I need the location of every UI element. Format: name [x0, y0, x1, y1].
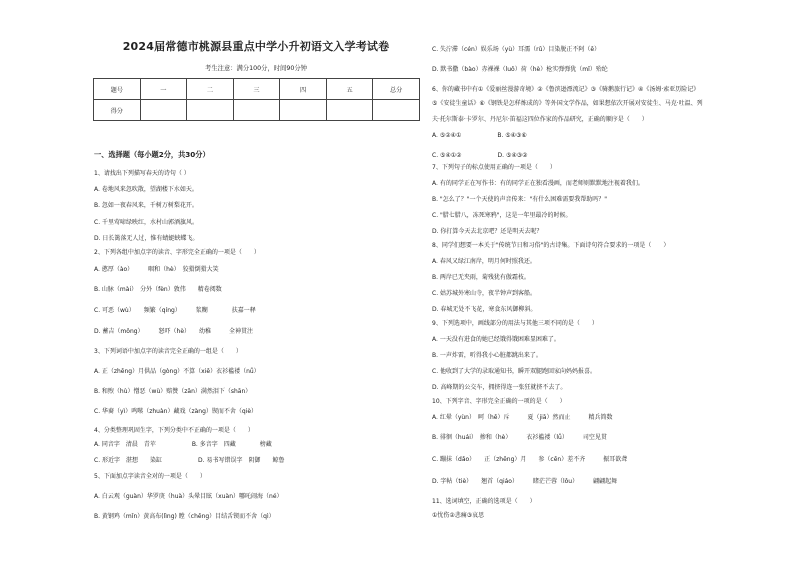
question-line: 5、下面加点字读音全对的一项是（ ） — [94, 473, 206, 480]
question-line: A. ⑤②④① B. ⑤④③⑥ — [432, 132, 527, 139]
question-line: D. 蓄吉（mǒng） 怒吓（hè） 幼稚 全神贯注 — [94, 328, 254, 335]
question-line: C. 千里莺啼绿映红，水村山郭酒旗风。 — [94, 219, 199, 226]
question-line: B. 山脉（mài） 分外（fèn）敦伟 精卷阅数 — [94, 286, 222, 293]
question-line: A. 卷地风来忽吹散，望湖楼下水如天。 — [94, 186, 198, 193]
question-line: B. 徘徊（huái） 掺和（hè） 衣衫褴褛（lǚ） 司空见贯 — [432, 434, 607, 441]
score-row-label: 得分 — [94, 100, 141, 121]
question-line: D. 默书撒（bào）赤裸裸（luǒ）荷（hè）枪实弹弹犹（mǐ）殆纶 — [432, 66, 608, 73]
question-line: ①忧伤②悲痛③哀思 — [432, 512, 485, 519]
question-line: A. 白云观（guàn）华罗庚（huà）头晕目眩（xuàn）哪吒闹海（né） — [94, 493, 283, 500]
question-line: C. "腊七腊八，冻死寒鸦"，这是一年里最冷的时候。 — [432, 212, 572, 219]
question-line: C. 姑苏城外寒山寺，夜半钟声到客船。 — [432, 290, 537, 297]
question-line: A. 春风又绿江南岸，明月何时照我还。 — [432, 258, 536, 265]
exam-notice: 考生注意：满分100分，时间90分钟 — [205, 65, 307, 72]
score-header-cell: 题号 — [94, 79, 141, 100]
question-line: A. 有的同学正在写作书：有的同学正在独看漫画，而老师则默默地注视着我们。 — [432, 180, 644, 187]
score-header-cell: 五 — [326, 79, 373, 100]
question-line: D. 你打算今天去北京吧？还是明天去呢？ — [432, 228, 543, 235]
score-header-cell: 总分 — [373, 79, 420, 100]
question-line: D. 字帖（tiè） 翘首（qiáo） 睹茫芒蓉（lǒu） 翩翩起舞 — [432, 478, 618, 485]
question-line: 7、下列句子的标点使用正确的一项是（ ） — [432, 164, 556, 171]
question-line: 1、请找出下列描写春天的诗句（ ） — [94, 170, 190, 177]
score-header-cell: 四 — [280, 79, 327, 100]
score-cell — [233, 100, 280, 121]
question-line: 8、同学们想要一本关于"传统节日和习俗"的古诗集。下面诗句符合要求的一项是（ ） — [432, 242, 670, 249]
question-line: A. 憨厚（ào） 咽和（hè） 狡猾倒猾大笑 — [94, 266, 219, 273]
question-line: B. 两岸已无夹雨，菊残犹有傲霜枝。 — [432, 274, 530, 281]
question-line: C. 可恶（wù） 频繁（qíng） 浆糊 扶嘉一释 — [94, 307, 256, 314]
question-line: 3、下列词语中加点字的读音完全正确的一组是（ ） — [94, 348, 242, 355]
question-line: 夫·托尔斯泰·卡罗尔、丹尼尔·笛福这四位作家的作品研究，正确的顺序是（ ） — [432, 116, 648, 123]
question-line: A. 一天没有进食的她已经饿得饿困难显困难了。 — [432, 336, 560, 343]
exam-title: 2024届常德市桃源县重点中学小升初语文入学考试卷 — [122, 40, 390, 53]
question-line: 4、分类整理巩固生字，下列分类中不正确的一项是（ ） — [94, 427, 254, 434]
question-line: A. 正（zhēng）月供品（gòng）不算（xiē）衣衫褴褛（nǚ） — [94, 368, 260, 375]
question-line: 9、下列选项中，画线部分的用法与其他三项不同的是（ ） — [432, 320, 598, 327]
question-line: C. 华裔（yì）鸣啭（zhuàn）藏戏（zàng）锲而不舍（qiè） — [94, 408, 258, 415]
question-line: A. 红晕（yùn） 呵（hē）斥 夏（jiā）然而止 精兵简数 — [432, 414, 613, 421]
question-line: B. 一声炸雷，听得我小心脏都跳出来了。 — [432, 352, 542, 359]
score-header-cell: 一 — [140, 79, 187, 100]
score-cell — [187, 100, 234, 121]
question-line: C. ⑤④①② D. ⑤④③② — [432, 152, 528, 159]
question-line: 11、选词填空，正确的选项是（ ） — [432, 498, 536, 505]
question-line: B. 和煦（hù）憎恶（wù）赔赞（zān）满然泪下（shān） — [94, 388, 252, 395]
question-line: C. 蹦抹（dǎo） 正（zhēng）月 参（cēn）差不齐 振耳欲聋 — [432, 456, 628, 463]
question-line: D. 高峰期的公交车，拥挤得连一张狂就挤不去了。 — [432, 384, 567, 391]
question-line: 6、你的藏书中有①《爱丽丝漫游奇境》②《鲁滨逊漂流记》③《骑鹅旅行记》④《汤姆·索亚历险记》 — [432, 86, 700, 93]
question-line: D. 春城无处不飞花，寒食东风御柳斜。 — [432, 306, 537, 313]
score-table-score-row — [94, 100, 420, 121]
score-cell — [140, 100, 187, 121]
question-line: C. 形近字 湛想 染缸 D. 易书写错误字 阴御 鲸鲁 — [94, 457, 285, 464]
question-line: B. "怎么了？"一个天使的声音传来："有什么困难需要我帮助吗？" — [432, 196, 607, 203]
question-line: D. 日长篱落无人过，惟有蜻蜓蛱蝶飞。 — [94, 235, 199, 242]
score-table — [93, 78, 420, 121]
question-line: A. 同音字 清晨 青苹 B. 多音字 四藏 榜藏 — [94, 441, 272, 448]
question-line: ⑤《安徒生童话》⑥《钢铁是怎样炼成的》等外国文学作品，如果想依次开展对安徒生、马克·吐温、列 — [432, 100, 703, 107]
score-header-cell: 二 — [187, 79, 234, 100]
question-line: 2、下列各组中加点字的读音、字形完全正确的一项是（ ） — [94, 249, 260, 256]
question-line: 10、下列字音、字形完全正确的一项的是（ ） — [432, 398, 566, 405]
score-header-cell: 三 — [233, 79, 280, 100]
question-line: B. 忽如一夜春风来，千树万树梨花开。 — [94, 202, 198, 209]
question-line: B. 黄钢鸡（mǐn）黄高布(lìng) 瞠（chēng）目结舌锲而不舍（qì） — [94, 513, 275, 520]
score-cell — [280, 100, 327, 121]
score-table-header-row — [94, 79, 420, 100]
score-cell — [326, 100, 373, 121]
score-cell — [373, 100, 420, 121]
question-line: C. 他收到了大学的录取通知书，瞬开双腿跑回家向妈妈报喜。 — [432, 368, 597, 375]
section-heading: 一、选择题（每小题2分，共30分） — [94, 150, 210, 159]
question-line: C. 失泞滞（cén）娱乐场（yù）耳濡（rǔ）目染脱正不阿（ē） — [432, 46, 601, 53]
